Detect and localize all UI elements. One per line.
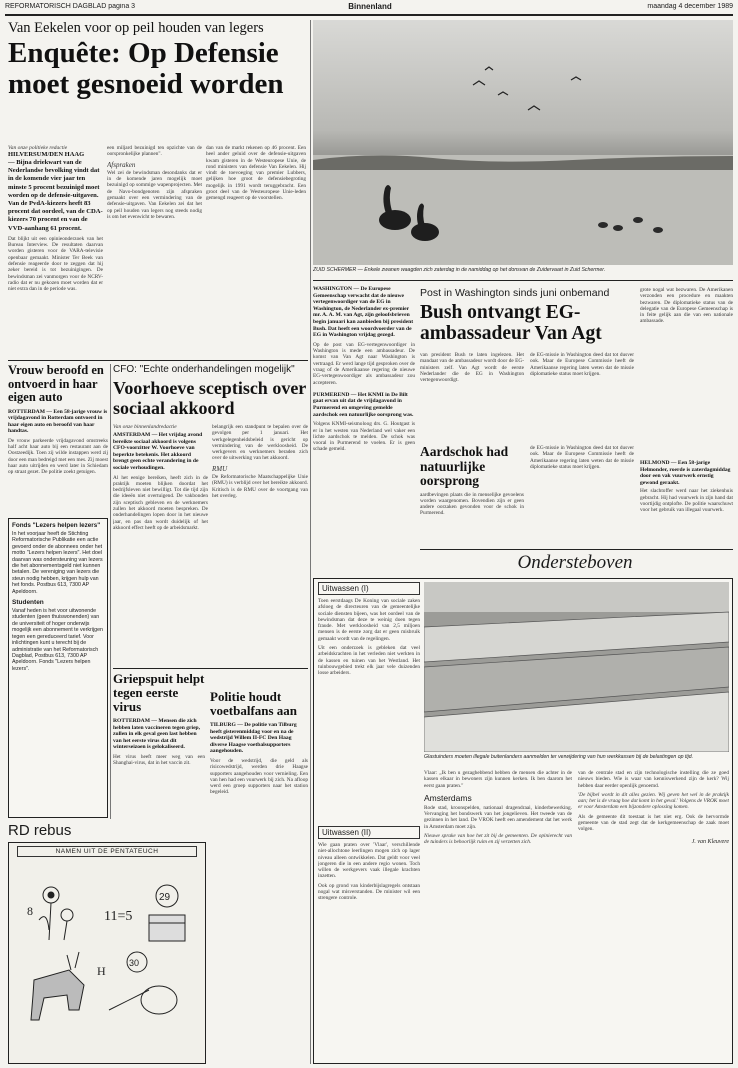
cfo-bottom-rule [113,668,308,669]
rebus-item-4: H [97,964,106,978]
main-col1 [8,145,103,355]
fonds-body: In het voorjaar heeft de Stichting Reformatorische Publikatie een actie gevoerd onder de abonnees onder het motto "Lezers helpen lezers". Het doel daarvan was ondersteuning van lezers die het abonnementsgeld niet kunnen betalen. De vereniging van lezers die steun nodig hebben, krijgen hulp van het fonds. Postbus 613, 7300 AP Apeldoorn. [12,531,103,595]
rebus-item-0: 8 [27,904,33,918]
main-subhead: Afspraken [107,160,136,169]
helmond-body: Het slachtoffer werd naar het ziekenhuis gebracht. Hij had vuurwerk in zijn hand dat voortijdig ontplofte. De politie waarschuwt voor het gebruik van illegaal vuurwerk. [640,488,733,514]
uitwassen2-col [318,826,420,1062]
helmond-lead: HELMOND — Een 58-jarige Helmonder, roerde is zaterdagmiddag door een vak vuurwerk ernstig gewond geraakt. [640,460,731,486]
politie-lead: TILBURG — De politie van Tilburg heeft gisterenmiddag voor en na de wedstrijd Willem II-FC Den Haag diverse Haagse voetbalsupporters aangehouden. [210,722,297,755]
main-kicker: Van Eekelen voor op peil houden van legers [8,20,264,36]
onderste-col3-text: van de centrale stad en zijn technologische instelling die ze goed nieuws bieden. Wie is waar van kenniswerkend zijn de kerk? Wij hebben daar eerder openlijk genoemd. [578,770,729,789]
griep-lead: ROTTERDAM — Mensen die zich hebben laten vaccineren tegen griep, zullen in elk geval geen last hebben van het eerste virus dat dit winterseizoen is gelokaliseerd. [113,718,201,751]
politie-headline: Politie houdt voetbalfans aan [210,690,298,718]
politie-body: Voor de wedstrijd, die geld als risicowedstrijd, werden drie Haagse supporters aangehouden voor vernieling. Een van hen had een vuurwerk bij zich. Na afloop werd een groep supporters naar het station begeleid. [210,757,308,796]
aardschok-article [420,445,524,545]
page-header-left: REFORMATORISCH DAGBLAD pagina 3 [5,3,136,10]
vrouw-body: De vrouw parkeerde vrijdagavond omstreeks half acht haar auto bij een restaurant aan de Oostzeedijk. Toen zij wilde instappen werd zij door een man bedreigd met een mes. Zij moest haar auto uitrijden en werd later in Schiedam op straat gezet. De politie zoekt getuigen. [8,437,108,476]
cfo-body: Al het eenige bereiken, heeft zich in de praktijk moeten blijken doordat het bedrijfsleven niet bewilligt. Tot die tijd zijn die ideeën niet overtuigend. De vakbonden zijn sceptisch gebleven en de werknemers zullen het akkoord moeten bespreken. De onderhandelingen lopen door in het nieuwe jaar, en pas dan wordt duidelijk of het akkoord effect heeft op de arbeidsmarkt. [113,474,208,531]
griep-article [113,672,205,818]
greenhouse-photo-image [424,582,729,752]
fonds-title: Fonds "Lezers helpen lezers" [12,522,101,529]
cfo-kicker: CFO: "Echte onderhandelingen mogelijk" [113,364,295,375]
chest-icon [149,915,185,941]
fonds-body2: Vanaf heden is het voor uitwonende studenten (geen thuiswonenden) van de universiteit of hoger onderwijs mogelijk een abonnement te verkrijgen tegen een gereduceerd tarief. Voor inlichtingen kunt u terecht bij de administratie van het Reformatorisch Dagblad, Postbus 613, 7300 AP Apeldoorn. Fonds "Lezers helpen lezers". [12,608,103,672]
section-title: Binnenland [348,2,392,11]
aardschok-body: aardbevingen plaats die in menselijke gevoelens worden waargenomen. Bovendien zijn er geen andere oorzaken gevonden voor de schok in Purmerend. [420,491,524,517]
bush-col3: grote nogal wat bezwaren. De Amerikanen verzonden een procedure en maakten bezwaren. De diplomatieke status van de delegatie van de Europese Gemeenschap is in feite gelijk aan die van een nationale ambassade. [640,287,733,325]
uitwassen1-col [318,582,420,822]
greenhouse-photo [424,582,729,752]
bush-col2: de EG-missie in Washington deed dat tot dusver ook. Maar de Europese Commissie heeft de Amerikaanse regering laten weten dat de missie diplomatieke status moet krijgen. [530,352,634,377]
onderste-title: Ondersteboven [517,552,633,573]
amsterdams-head: Amsterdams [424,792,472,803]
onderste-col3 [578,770,729,1062]
uitwassen1-body: Toen eerstdaags De Koning van sociale zaken afsloeg de directeuren van de gemeentelijke sociale diensten bijeen, was het oordeel van de bewindsman dat deze te weinig doen tegen fraude. Met werkloosheid van 2,5 miljoen mensen is de eerste zorg dat er geen misbruik gemaakt wordt van de regelingen. [318,598,420,642]
main-lead: — Bijna driekwart van de Nederlandse bevolking vindt dat in de komende vier jaar ten minste 5 procent bezuinigd moet worden op de defensie-uitgaven. Van de PvdA-kiezers heeft 83 procent dat oordeel, van de CDA-kiezers 70 procent en van de VVD-aanhang 61 procent. [8,159,103,232]
mandolin-icon [109,986,177,1014]
vrouw-article [8,364,108,514]
onderste-col2-text: Vlaar: „Ik ben u gezaghebbend hebben de mensen die achter in de kassen elkaar in bewoners zijn kunnen kerken. Ik ben daarom het eerst gaan praten." [424,770,572,789]
bush-headline: Bush ontvangt EG-ambassadeur Van Agt [420,302,602,344]
onderste-col2 [424,770,572,1062]
onderste-col2b-text: Rode stad, kroonspelden, nationaal dragendraai, kinderbewerking. Vervanging het bondswerk van het jongelieven. Het tweede van de gezinnen in het land. De VROK heeft een amendement dat het werk in Amsterdam moet zijn. [424,804,572,830]
purmer-lead: PURMEREND — Het KNMI in De Bilt gaat ervan uit dat de vrijdagavond in Purmerend en omgeving gemelde aardschok een natuurlijke oorsprong was. [313,391,414,418]
main-col2-text: een miljard bezuinigd ten opzichte van de oorspronkelijke plannen". [107,145,202,158]
cfo-col2-sub: RMU [212,464,228,473]
onderste-col3b-text: 'De bijbel wordt in dit alles gezien. Wij geven het wel in de praktijk aan; het is de vraag hoe dat komt in het geval.' Volgens de VROK moet er voor Amsterdam een bijzondere oplossing komen. [578,791,729,811]
main-col2 [107,145,202,355]
photo-caption-rule [313,280,733,281]
cfo-col2 [212,424,308,664]
cfo-col2-text: belangrijk een standpunt te bepalen over de gevolgen per 1 januari. Het werkgelegenheidsbeleid is gericht op vermindering van de werkloosheid. De werkgevers en werknemers beraden zich over de uitwerking van het akkoord. [212,424,308,462]
rebus-title-text: RD rebus [8,822,72,839]
uitwassen1-head: Uitwassen (I) [318,582,420,595]
washington-col [313,286,415,586]
cfo-col2b-text: De Reformatorische Maatschappelijke Unie (RMU) is verblijd over het bereikte akkoord. Kritisch is de RMU over de voortgang van het overleg. [212,474,308,499]
cfo-byline: Van onze binnenlandredactie [113,424,177,430]
greenhouse-caption: Glastuinders moeten illegale buitenlanders aanmelden ter verwijdering van hun werkkassen bij de belastingen op tijd. [424,754,694,760]
griep-body: Het virus heeft meer weg van een Shanghai-virus, dat in het vaccin zit. [113,753,205,767]
swan-photo [313,20,733,265]
cfo-lead: AMSTERDAM — Het vrijdag avond bereikte sociaal akkoord is volgens CFO-voorzitter W. Voorhoeve van beperkte betekenis. Het akkoord brengt geen echte verandering in de sociale verhoudingen. [113,432,203,471]
main-dateline: HILVERSUM/DEN HAAG [8,151,85,158]
main-col3: dan van de markt rekenen op 46 procent. Een heel ander geluid over de defensie-uitgaven kwam gisteren in de Westeuropese Unie, de rond ministers van defensie Van Eekelen. Hij vindt de toevoeging van premier Lubbers, gelijken hoe groot de defensiebegroting mogelijk in 1991 wordt teruggebracht. Een groot deel van de Westeuropese Unie-leden gemengd reageert op de voorstellen. [206,145,306,202]
rebus-item-3: 30 [129,958,140,968]
helmond-col [640,460,733,555]
bush-col1: van president Bush te laten ingelezen. Het mandaat van de ambassadeur wordt door de EG-ministers zelf. Van Agt wordt de eerste Nederlander die de EG in Washington vertegenwoordigt. [420,352,524,384]
deer-icon [31,952,84,1020]
main-bottom-rule [8,360,308,361]
main-headline: Enquête: Op Defensie moet gesnoeid worden [8,38,284,100]
onderste-col2c-text: Nieuwe sprake van hoe het zit bij de gemeenten. De opinierecht van de tuinders is behoorlijk ruim en zij verzetten zich. [424,833,572,846]
washington-lead: WASHINGTON — De Europese Gemeenschap verwacht dat de nieuwe vertegenwoordiger van de EG in Washington, de Nederlander ex-premier mr. A. A. M. van Agt, zijn geloofsbrieven begin januari kan aanbieden bij president Bush. Dat heeft een woordvoerder van de EG in Washington vrijdag gezegd. [313,286,414,339]
uitwassen2-body-b: Ook op grond van kinderbijslagregels ontstaan nogal wat misverstanden. De minister wil een strengere controle. [318,882,420,902]
cfo-headline: Voorhoeve sceptisch over sociaal akkoord [113,378,306,418]
greenhouse-icon [424,612,729,752]
uitwassen1-body-b: Uit een onderzoek is gebleken dat veel arbeidskrachten in het verleden niet werkten in de kassen en tuinen van het Westland. Het tuinbouwgebied trekt elk jaar vele duizenden losse arbeiders. [318,645,420,677]
rebus-illustration [9,860,205,1050]
onderste-signature: J. van Kleuvere [691,838,729,845]
purmer-body: Volgens KNMI-seismoloog drs. G. Houtgast is er in het westen van Nederland wel vaker een lichte aardschok te melden. De schok was vooral in Purmerend te voelen. Er is geen schade gemeld. [313,421,415,453]
bush-kicker: Post in Washington sinds juni onbemand [420,287,610,299]
main-col2b-text: Wel zei de bewindsman desondanks dat er in de komende jaren mogelijk moet bezuinigd op sommige wapenprojecten. Met de Navo-bondgenoten zijn afspraken gemaakt over een vermindering van de defensie-uitgaven. Van Eekelen zei dat het op peil houden van legers nog steeds nodig is om het evenwicht te bewaren. [107,169,202,220]
rebus-item-1: 29 [159,892,171,903]
griep-headline: Griepspuit helpt tegen eerste virus [113,672,205,714]
fonds-box [8,518,108,818]
vrouw-headline: Vrouw beroofd en ontvoerd in haar eigen auto [8,364,104,404]
rebus-title [8,822,118,840]
swan-caption: ZUID SCHERMER — Enkele zwanen waagden zich zaterdag in de namiddag op het donsvan de Zuidervaart in Zuid Schermer. [313,267,606,273]
aardschok-headline: Aardschok had natuurlijke oorsprong [420,445,509,488]
main-body: Dat blijkt uit een opinieonderzoek van het Bureau Interview. De resultaten daarvan worden gisteren voor de VARA-televisie openbaar gemaakt. Minister Ter Beek van defensie reageerde door te zeggen dat hij zeker bereid is tot bezuinigingen. De bewindsman zei vanmorgen voor de NCRV-radio dat er nu gekozen moet worden dat er niet extra dan in de periode was. [8,235,103,293]
rebus-puzzle [8,842,206,1064]
col-sep-2 [110,364,111,819]
vrouw-lead: ROTTERDAM — Een 58-jarige vrouw is vrijdagavond in Rotterdam ontvoerd in haar eigen auto en beroofd van haar handtas. [8,408,108,435]
col-sep-1 [310,20,311,1064]
cfo-col1 [113,424,208,664]
aardschok-col2: de EG-missie in Washington deed dat tot dusver ook. Maar de Europese Commissie heeft de Amerikaanse regering laten weten dat de missie diplomatieke status moet krijgen. [530,445,634,470]
onderste-col3c-text: Als de gemeente dit toestaat is het niet erg. Ook de hervormde gemeente van de stad zegt dat de kerkgemeenschap de zaak moet volgen. [578,813,729,833]
main-byline: Van onze politieke redactie [8,145,68,151]
swan-photo-image [313,20,733,265]
flower-icon [39,887,73,940]
rebus-item-2: 11=5 [104,909,133,924]
politie-article [210,690,308,990]
uitwassen2-head: Uitwassen (II) [318,826,420,839]
washington-body: Op de post van EG-vertegenwoordiger in Washington is mede een ambassadeur. De komst van Van Agt naar Washington is vertraagd. Er werd lange tijd gesproken over de vraag of de Amerikaanse regering de nieuwe EG-vertegenwoordiger als ambassadeur zou accepteren. [313,341,415,386]
rebus-banner: NAMEN UIT DE PENTATEUCH [17,846,197,857]
onderste-top-rule [420,549,733,550]
fonds-sub: Studenten [12,599,44,607]
uitwassen2-body: Wie gaan praten over 'Vlaar', verschillende niet-allochtone leerlingen mogen zich op lager niveau alleen ontwikkelen. Dat geldt voor veel jongeren die in een andere regio wonen. Toch willen de werkgevers vaak illegale krachten inzetten. [318,842,420,880]
header-rule [5,14,733,16]
page-date: maandag 4 december 1989 [647,3,733,10]
